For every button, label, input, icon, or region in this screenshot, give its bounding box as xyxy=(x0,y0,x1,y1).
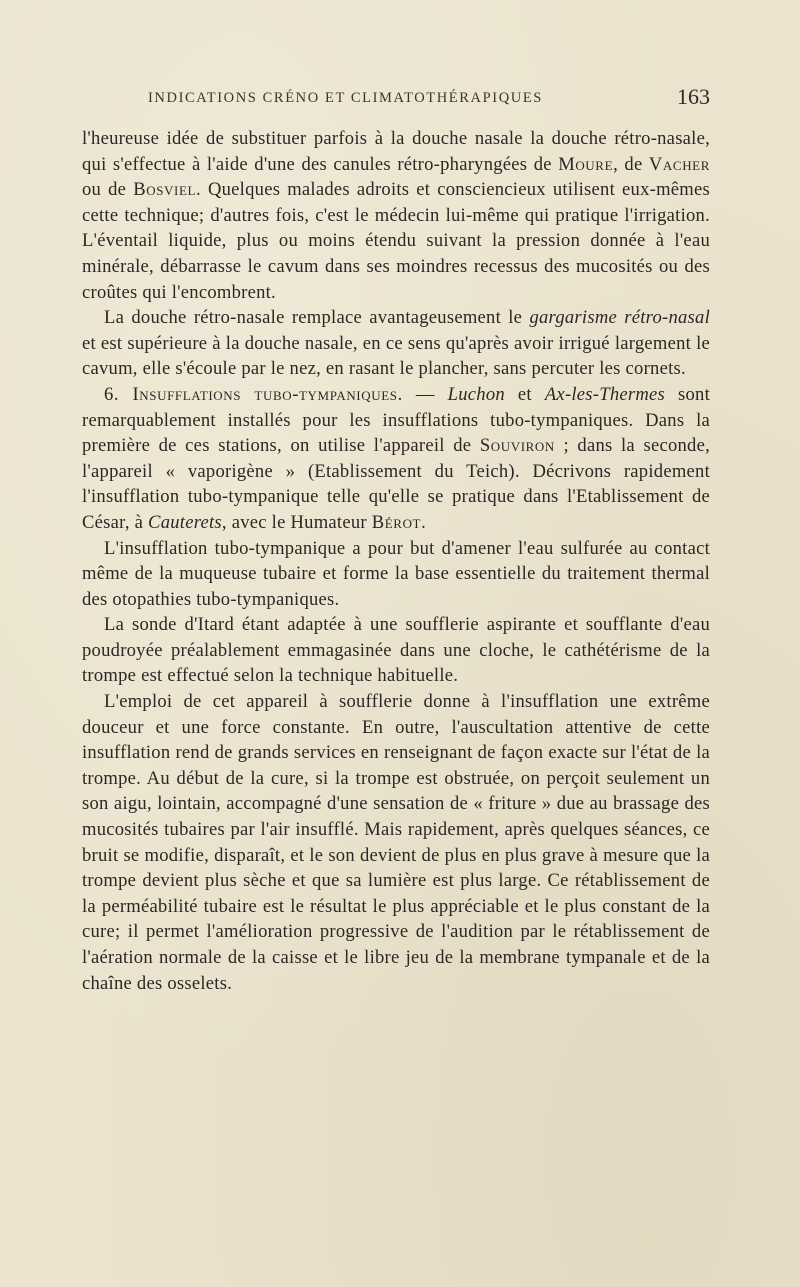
paragraph-1 xyxy=(82,126,710,305)
text-run: sont remarquablement installés pour les insufflations tubo-tympaniques. Dans la première de ces stations, on utilise l'appareil de xyxy=(82,383,711,457)
body-text xyxy=(82,126,710,996)
paragraph-6: L'emploi de cet appareil à soufflerie donne à l'insufflation une extrême douceur et une force constante. En outre, l'auscultation attentive de cette insufflation rend de grands services en renseignant de façon exacte sur l'état de la trompe. Au début de la cure, si la trompe est obstruée, on perçoit seulement un son aigu, lointain, accompagné d'une sensation de « friture » due au brassage des mucosités tubaires par l'air insufflé. Mais rapidement, après quelques séances, ce bruit se modifie, disparaît, et le son devient de plus en plus grave à mesure que la trompe devient plus sèche et que sa lumière est plus large. Ce rétablissement de la perméabilité tubaire est le résultat le plus appréciable et le plus constant de la cure; il permet l'amélioration progressive de l'audition par le rétablissement de l'aération normale de la caisse et le libre jeu de la membrane tympanale et de la chaîne des osselets. xyxy=(82,691,710,994)
text-run: et xyxy=(504,383,545,405)
text-run: — xyxy=(402,383,448,405)
text-run: , avec le Humateur xyxy=(221,511,372,533)
text-run: . Quelques malades adroits et consciencieux utilisent eux-mêmes cette technique; d'autres fois, c'est le médecin lui-même qui pratique l'irrigation. L'éventail liquide, plus ou moins étendu suivant la pression donnée à l'eau minérale, débarrasse le cavum dans ses moindres recessus des mucosités ou des croûtes qui l'encombrent. xyxy=(82,179,710,303)
text-run: ; dans la seconde, l'appareil « vaporigène » (Etablissement du Teich). Décrivons rapidement l'insufflation tubo-tympanique telle qu'elle se pratique dans l'Etablissement de César, à xyxy=(82,435,711,533)
paragraph-2 xyxy=(82,305,710,382)
section-heading: 6. Insufflations tubo-tympaniques. xyxy=(104,383,403,405)
place-luchon: Luchon xyxy=(447,383,505,405)
page-header xyxy=(148,84,710,114)
paragraph-5: La sonde d'Itard étant adaptée à une soufflerie aspirante et soufflante d'eau poudroyée préalablement emmagasinée dans une cloche, le cathétérisme de la trompe est effectué selon la technique habituelle. xyxy=(82,614,710,687)
italic-term: gargarisme rétro-nasal xyxy=(529,307,710,329)
author-name-bosviel: Bosviel xyxy=(133,179,197,201)
author-name-moure: Moure xyxy=(558,153,614,175)
author-name-souviron: Souviron xyxy=(479,435,555,457)
text-run: l'heureuse idée de substituer parfois à la douche nasale la douche rétro-nasale, qui s'effectue à l'aide d'une des canules rétro-pharyngées de xyxy=(82,128,710,175)
text-run: , de xyxy=(613,153,649,175)
place-cauterets: Cauterets xyxy=(148,511,222,533)
author-name-vacher: Vacher xyxy=(648,153,710,175)
text-run: . xyxy=(421,511,426,533)
text-run: ou de xyxy=(82,179,134,201)
author-name-berot: Bérot xyxy=(371,511,422,533)
text-run: La douche rétro-nasale remplace avantageusement le xyxy=(104,307,530,329)
paragraph-4: L'insufflation tubo-tympanique a pour but d'amener l'eau sulfurée au contact même de la muqueuse tubaire et forme la base essentielle du traitement thermal des otopathies tubo-tympaniques. xyxy=(82,537,710,610)
page-number: 163 xyxy=(677,84,710,109)
running-title: INDICATIONS CRÉNO ET CLIMATOTHÉRAPIQUES xyxy=(148,90,543,106)
place-ax-les-thermes: Ax-les-Thermes xyxy=(544,383,666,405)
text-run: et est supérieure à la douche nasale, en ce sens qu'après avoir irrigué largement le cavum, elle s'écoule par le nez, en rasant le plancher, sans percuter les cornets. xyxy=(82,332,710,380)
paragraph-3 xyxy=(82,382,710,536)
